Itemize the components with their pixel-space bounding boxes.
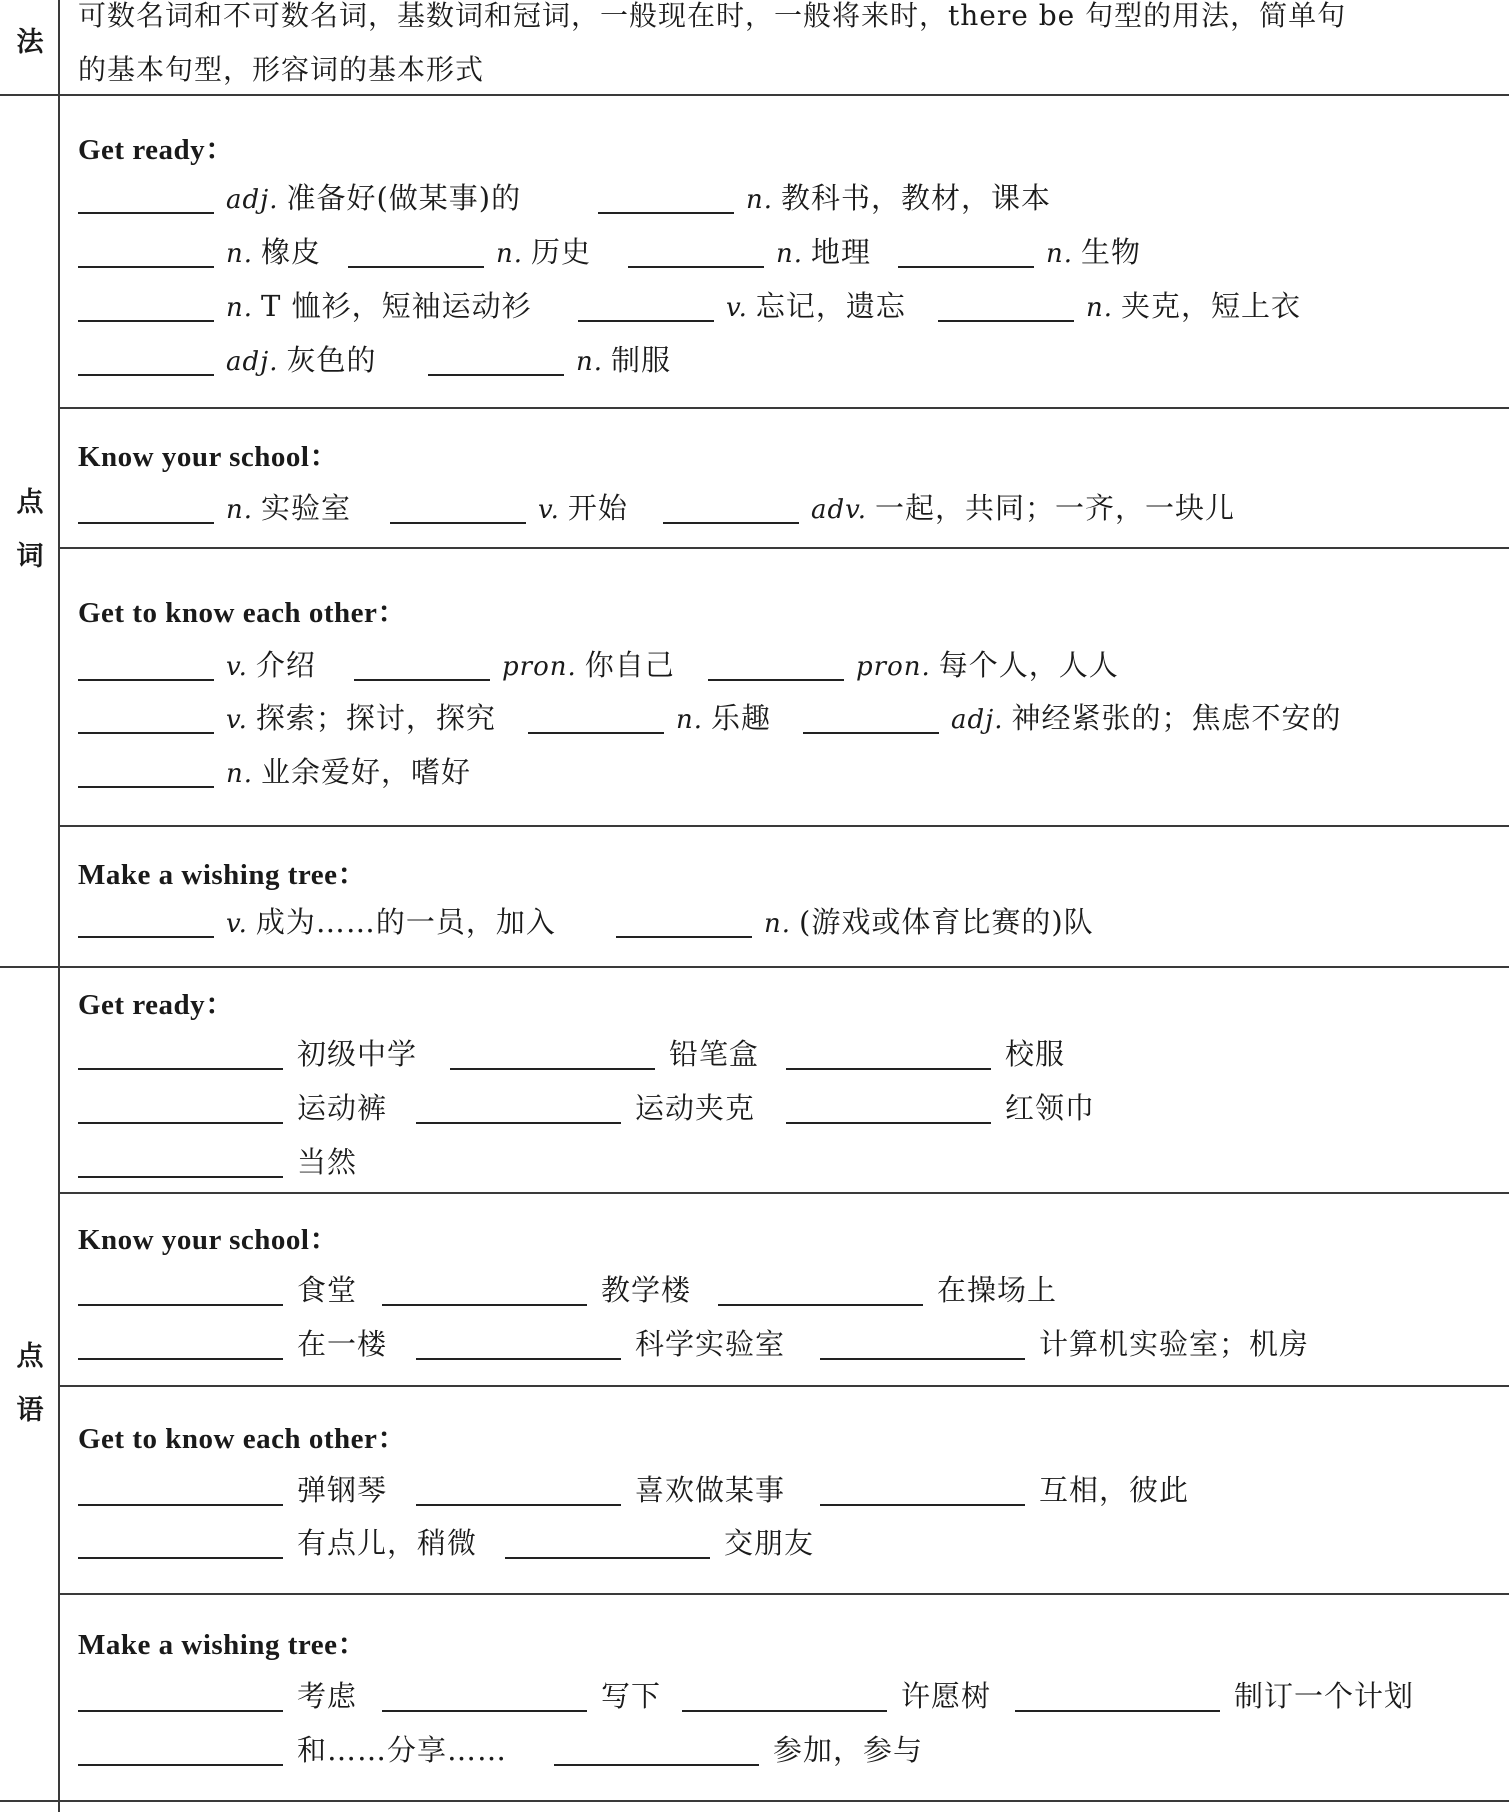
item-description	[676, 700, 771, 738]
part-of-speech: n.	[576, 347, 604, 377]
item-description	[1005, 1090, 1095, 1126]
phrases-row	[78, 1472, 1498, 1512]
part-of-speech: v.	[726, 293, 748, 323]
words-heading-get-to-know: Get to know each other：	[78, 597, 407, 629]
answer-blank[interactable]	[820, 1504, 1025, 1506]
answer-blank[interactable]	[786, 1122, 991, 1124]
words-row	[78, 754, 1498, 794]
answer-blank[interactable]	[78, 522, 214, 524]
meaning-text: 成为……的一员，加入	[255, 905, 556, 939]
meaning-text: 历史	[531, 235, 592, 269]
answer-blank[interactable]	[78, 1710, 283, 1712]
phrases-label-2: 语	[16, 1395, 44, 1426]
item-description	[1046, 234, 1141, 272]
meaning-text: 许愿树	[901, 1679, 992, 1713]
phrases-row	[78, 1326, 1498, 1366]
phrases-label-1: 点	[16, 1341, 44, 1372]
answer-blank[interactable]	[78, 732, 214, 734]
meaning-text: 在一楼	[297, 1327, 388, 1361]
meaning-text: 开始	[567, 491, 628, 525]
answer-blank[interactable]	[803, 732, 939, 734]
part-of-speech: pron.	[856, 652, 931, 682]
answer-blank[interactable]	[78, 1358, 283, 1360]
answer-blank[interactable]	[78, 266, 214, 268]
answer-blank[interactable]	[416, 1358, 621, 1360]
meaning-text: 交朋友	[724, 1526, 815, 1560]
item-description	[297, 1678, 357, 1714]
answer-blank[interactable]	[616, 936, 752, 938]
meaning-text: (游戏或体育比赛的)队	[799, 905, 1094, 939]
meaning-text: 互相，彼此	[1039, 1473, 1190, 1507]
part-of-speech: n.	[746, 185, 774, 215]
meaning-text: 生物	[1081, 235, 1142, 269]
item-description	[1234, 1678, 1414, 1714]
item-description	[1086, 288, 1301, 326]
meaning-text: 实验室	[261, 491, 352, 525]
words-label-2: 词	[16, 541, 44, 572]
meaning-text: 介绍	[255, 648, 316, 682]
part-of-speech: adj.	[951, 705, 1004, 735]
meaning-text: 科学实验室	[635, 1327, 786, 1361]
answer-blank[interactable]	[78, 1764, 283, 1766]
answer-blank[interactable]	[78, 1122, 283, 1124]
answer-blank[interactable]	[348, 266, 484, 268]
item-description	[226, 904, 556, 942]
item-description	[226, 180, 521, 218]
meaning-text: 食堂	[297, 1273, 358, 1307]
answer-blank[interactable]	[598, 212, 734, 214]
answer-blank[interactable]	[382, 1710, 587, 1712]
phrases-row	[78, 1144, 1498, 1184]
part-of-speech: n.	[226, 293, 254, 323]
part-of-speech: n.	[1086, 293, 1114, 323]
answer-blank[interactable]	[1015, 1710, 1220, 1712]
page-bottom-line	[0, 1800, 1509, 1802]
item-description	[764, 904, 1094, 942]
meaning-text: 制订一个计划	[1234, 1679, 1415, 1713]
part-of-speech: v.	[538, 495, 560, 525]
item-description	[776, 234, 871, 272]
part-of-speech: n.	[226, 495, 254, 525]
words-row	[78, 180, 1498, 220]
answer-blank[interactable]	[382, 1304, 587, 1306]
words-row	[78, 288, 1498, 328]
meaning-text: 一起，共同；一齐，一块儿	[875, 491, 1236, 525]
answer-blank[interactable]	[820, 1358, 1025, 1360]
meaning-text: T 恤衫，短袖运动衫	[261, 289, 532, 323]
item-description	[226, 490, 351, 528]
item-description	[635, 1472, 785, 1508]
words-row	[78, 234, 1498, 274]
part-of-speech: adj.	[226, 185, 279, 215]
answer-blank[interactable]	[78, 679, 214, 681]
part-of-speech: n.	[226, 239, 254, 269]
answer-blank[interactable]	[78, 936, 214, 938]
answer-blank[interactable]	[78, 1304, 283, 1306]
meaning-text: 有点儿，稍微	[297, 1526, 478, 1560]
answer-blank[interactable]	[786, 1068, 991, 1070]
answer-blank[interactable]	[416, 1504, 621, 1506]
answer-blank[interactable]	[682, 1710, 887, 1712]
meaning-text: 教学楼	[601, 1273, 692, 1307]
meaning-text: 地理	[811, 235, 872, 269]
answer-blank[interactable]	[663, 522, 799, 524]
meaning-text: 运动夹克	[635, 1091, 756, 1125]
part-of-speech: n.	[776, 239, 804, 269]
phrases-sec2-bottom-line	[60, 1385, 1509, 1387]
part-of-speech: adj.	[226, 347, 279, 377]
item-description	[226, 234, 321, 272]
words-row	[78, 700, 1498, 740]
phrases-heading-wishing-tree: Make a wishing tree：	[78, 1629, 367, 1661]
answer-blank[interactable]	[554, 1764, 759, 1766]
part-of-speech: n.	[1046, 239, 1074, 269]
part-of-speech: pron.	[502, 652, 577, 682]
meaning-text: 制服	[611, 343, 672, 377]
item-description	[901, 1678, 991, 1714]
meaning-text: 灰色的	[286, 343, 377, 377]
item-description	[601, 1678, 661, 1714]
meaning-text: 准备好(做某事)的	[286, 181, 522, 215]
item-description	[226, 754, 471, 792]
answer-blank[interactable]	[78, 320, 214, 322]
part-of-speech: n.	[496, 239, 524, 269]
meaning-text: 你自己	[584, 648, 675, 682]
item-description	[635, 1090, 755, 1126]
item-description	[297, 1036, 417, 1072]
item-description	[496, 234, 591, 272]
answer-blank[interactable]	[578, 320, 714, 322]
item-description	[635, 1326, 785, 1362]
phrases-heading-get-ready: Get ready：	[78, 989, 235, 1021]
item-description	[811, 490, 1235, 528]
item-description	[856, 647, 1119, 685]
words-heading-get-ready: Get ready：	[78, 134, 235, 166]
meaning-text: 和……分享……	[297, 1733, 508, 1767]
meaning-text: 计算机实验室；机房	[1039, 1327, 1310, 1361]
phrases-row	[78, 1036, 1498, 1076]
item-description	[538, 490, 628, 528]
left-divider	[58, 0, 60, 1812]
words-sec1-bottom-line	[60, 407, 1509, 409]
meaning-text: 业余爱好，嗜好	[261, 755, 472, 789]
item-description	[726, 288, 906, 326]
phrases-sec1-bottom-line	[60, 1192, 1509, 1194]
answer-blank[interactable]	[718, 1304, 923, 1306]
phrases-row	[78, 1272, 1498, 1312]
answer-blank[interactable]	[78, 1068, 283, 1070]
part-of-speech: v.	[226, 909, 248, 939]
item-description	[226, 342, 377, 380]
meaning-text: 每个人，人人	[938, 648, 1119, 682]
item-description	[297, 1525, 477, 1561]
part-of-speech: n.	[226, 759, 254, 789]
phrases-row	[78, 1678, 1498, 1718]
phrases-row	[78, 1525, 1498, 1565]
answer-blank[interactable]	[938, 320, 1074, 322]
item-description	[297, 1272, 357, 1308]
answer-blank[interactable]	[628, 266, 764, 268]
item-description	[226, 700, 496, 738]
meaning-text: 参加，参与	[773, 1733, 924, 1767]
meaning-text: 在操场上	[937, 1273, 1058, 1307]
answer-blank[interactable]	[78, 1557, 283, 1559]
item-description	[297, 1732, 507, 1768]
item-description	[724, 1525, 814, 1561]
answer-blank[interactable]	[78, 786, 214, 788]
words-row	[78, 342, 1498, 382]
words-sec3-bottom-line	[60, 825, 1509, 827]
answer-blank[interactable]	[528, 732, 664, 734]
grammar-label: 法	[16, 27, 44, 58]
answer-blank[interactable]	[898, 266, 1034, 268]
grammar-line-2: 的基本句型，形容词的基本形式	[78, 53, 485, 86]
item-description	[297, 1472, 387, 1508]
item-description	[576, 342, 671, 380]
phrases-heading-know-your-school: Know your school：	[78, 1224, 339, 1256]
answer-blank[interactable]	[78, 374, 214, 376]
meaning-text: 写下	[601, 1679, 662, 1713]
phrases-row	[78, 1732, 1498, 1772]
meaning-text: 橡皮	[261, 235, 322, 269]
part-of-speech: v.	[226, 705, 248, 735]
item-description	[951, 700, 1342, 738]
words-sec2-bottom-line	[60, 547, 1509, 549]
words-row	[78, 904, 1498, 944]
answer-blank[interactable]	[78, 212, 214, 214]
meaning-text: 初级中学	[297, 1037, 418, 1071]
meaning-text: 神经紧张的；焦虑不安的	[1011, 701, 1342, 735]
part-of-speech: v.	[226, 652, 248, 682]
item-description	[502, 647, 675, 685]
meaning-text: 运动裤	[297, 1091, 388, 1125]
item-description	[297, 1326, 387, 1362]
meaning-text: 乐趣	[711, 701, 772, 735]
meaning-text: 探索；探讨，探究	[255, 701, 496, 735]
item-description	[1039, 1326, 1309, 1362]
item-description	[226, 647, 316, 685]
words-row	[78, 490, 1498, 530]
meaning-text: 红领巾	[1005, 1091, 1096, 1125]
answer-blank[interactable]	[416, 1122, 621, 1124]
answer-blank[interactable]	[390, 522, 526, 524]
item-description	[297, 1090, 387, 1126]
item-description	[601, 1272, 691, 1308]
grammar-line-1: 可数名词和不可数名词，基数词和冠词，一般现在时，一般将来时，there be 句型的用法，简单句	[78, 0, 1347, 32]
phrases-row	[78, 1090, 1498, 1130]
answer-blank[interactable]	[708, 679, 844, 681]
item-description	[226, 288, 532, 326]
meaning-text: 考虑	[297, 1679, 358, 1713]
item-description	[297, 1144, 357, 1180]
part-of-speech: adv.	[811, 495, 868, 525]
part-of-speech: n.	[764, 909, 792, 939]
answer-blank[interactable]	[78, 1504, 283, 1506]
answer-blank[interactable]	[505, 1557, 710, 1559]
words-heading-know-your-school: Know your school：	[78, 441, 339, 473]
item-description	[1039, 1472, 1189, 1508]
words-row	[78, 647, 1498, 687]
meaning-text: 忘记，遗忘	[755, 289, 906, 323]
item-description	[746, 180, 1051, 218]
words-bottom-line	[0, 966, 1509, 968]
answer-blank[interactable]	[78, 1176, 283, 1178]
words-label-1: 点	[16, 487, 44, 518]
meaning-text: 教科书，教材，课本	[781, 181, 1052, 215]
meaning-text: 夹克，短上衣	[1121, 289, 1302, 323]
item-description	[669, 1036, 759, 1072]
item-description	[773, 1732, 923, 1768]
answer-blank[interactable]	[428, 374, 564, 376]
part-of-speech: n.	[676, 705, 704, 735]
answer-blank[interactable]	[450, 1068, 655, 1070]
meaning-text: 铅笔盒	[669, 1037, 760, 1071]
meaning-text: 弹钢琴	[297, 1473, 388, 1507]
meaning-text: 喜欢做某事	[635, 1473, 786, 1507]
meaning-text: 校服	[1005, 1037, 1066, 1071]
answer-blank[interactable]	[354, 679, 490, 681]
item-description	[937, 1272, 1057, 1308]
words-heading-wishing-tree: Make a wishing tree：	[78, 859, 367, 891]
phrases-heading-get-to-know: Get to know each other：	[78, 1423, 407, 1455]
phrases-sec3-bottom-line	[60, 1593, 1509, 1595]
meaning-text: 当然	[297, 1145, 358, 1179]
item-description	[1005, 1036, 1065, 1072]
